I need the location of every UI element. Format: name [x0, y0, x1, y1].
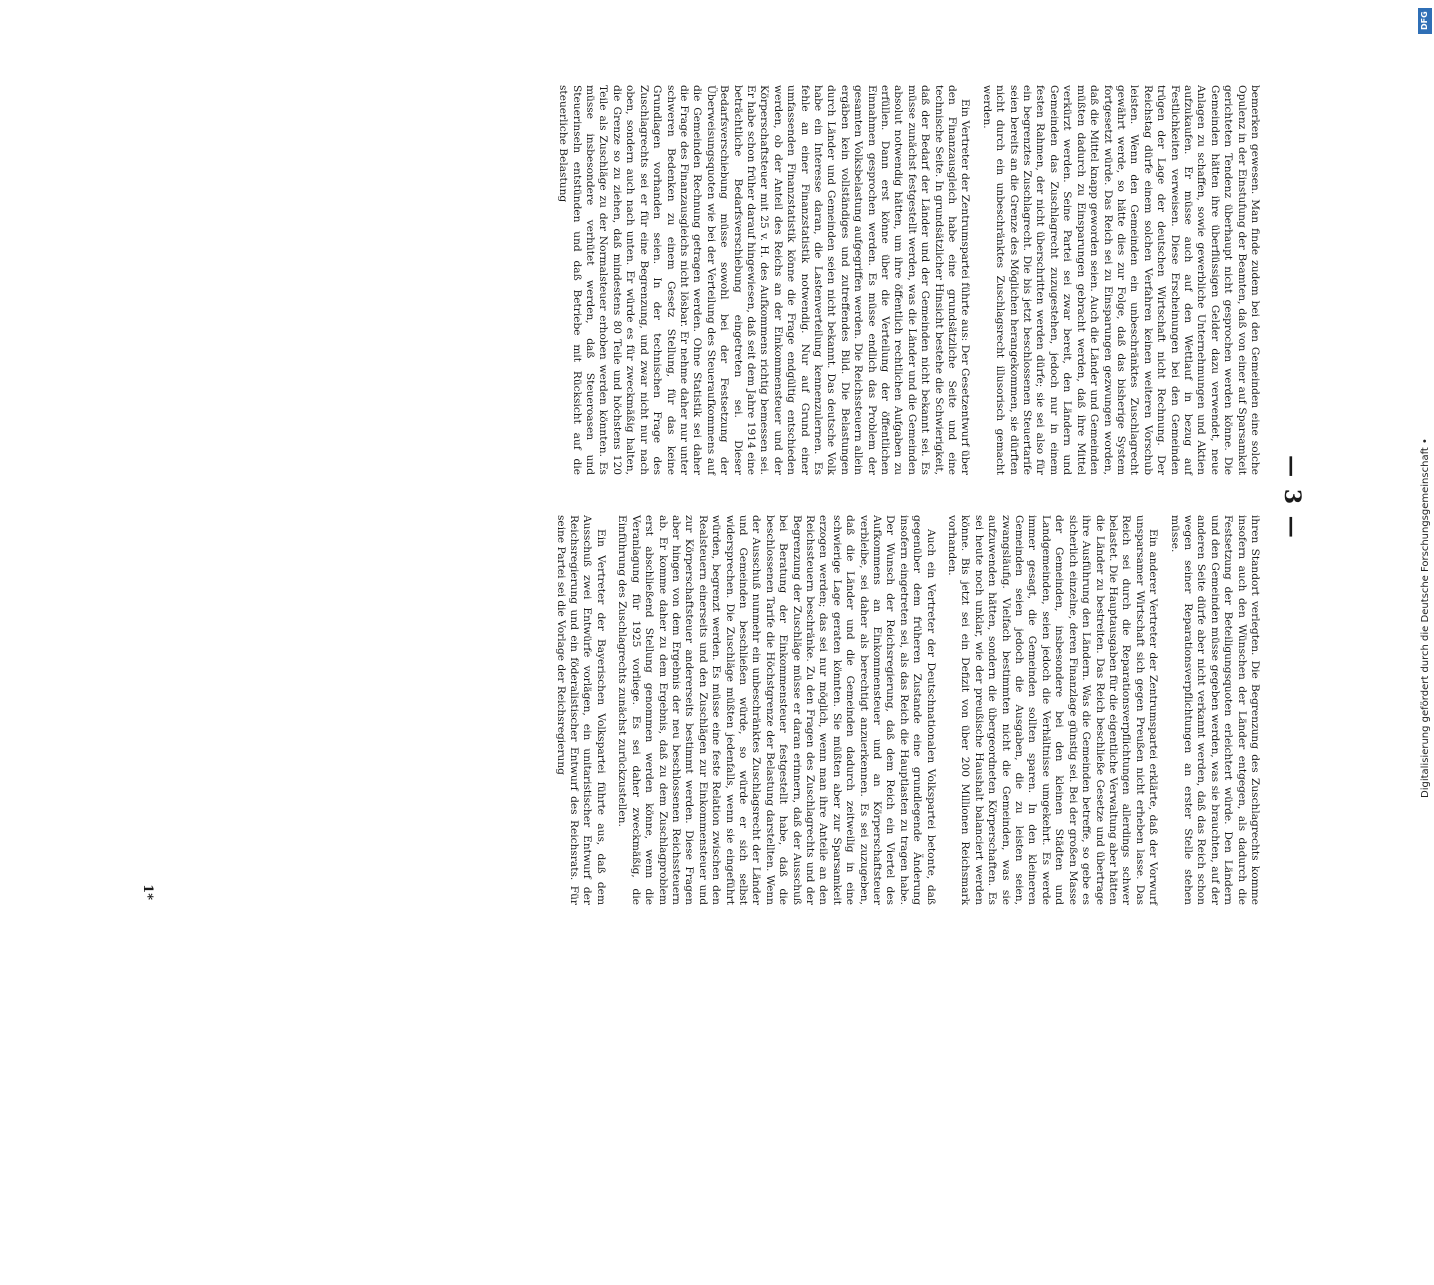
paragraph: Ein Vertreter der Bayerischen Volkspartei führte aus, daß dem Ausschuß zwei Entwürfe vorlägen, ein unitaristischer Entwurf der Reichsregierung und ein föderalistischer Entwurf des Reichsrats. Für seine Partei sei die Vorlage der Reichsregierung — [554, 515, 607, 905]
rotated-page-content — [125, 85, 1305, 1285]
page-body — [135, 85, 1305, 910]
right-text-column — [545, 515, 1261, 905]
signature-mark: 1* — [140, 884, 155, 900]
left-text-column — [548, 85, 1261, 475]
digitization-note: Digitalisierung gefördert durch die Deutsche Forschungsgemeinschaft • — [1420, 438, 1431, 798]
digitization-credit — [1406, 8, 1431, 998]
paragraph: Ein anderer Vertreter der Zentrumspartei erklärte, daß der Vorwurf unsparsamer Wirtschaft sich gegen Preußen nicht erheben lasse. Das Reich sei durch die Reparationsverpflichtungen allerdings schwer belastet. Die Hauptausgaben für die eigentliche Verwaltung aber hätten die Länder zu bestreiten. Das Reich beschließe Gesetze und übertrage ihre Ausführung den Ländern. Was die Gemeinden betreffe, so gebe es sicherlich einzelne, deren Finanzlage günstig sei. Bei der großen Masse der Gemeinden, insbesondere bei den kleinen Städten und Landgemeinden, seien jedoch die Verhältnisse umgekehrt. Es werde immer gesagt, die Gemeinden sollten sparen. In den kleineren Gemeinden seien jedoch die Ausgaben, die zu leisten seien, zwangsläufig. Vielfach bestimmten nicht die Gemeinden, was sie aufzuwenden hätten, sondern die übergeordneten Körperschaften. Es sei heute noch unklar, wie der preußische Haushalt balanciert werden könne. Bis jetzt sei ein Defizit von über 200 Millionen Reichsmark vorhanden. — [946, 515, 1160, 905]
dfg-logo: DFG — [1418, 8, 1432, 34]
paragraph: Auch ein Vertreter der Deutschnationalen Volkspartei betonte, daß gegenüber dem früheren Zustande eine grundlegende Änderung insofern eingetreten sei, als das Reich die Hauptlasten zu tragen habe. Der Wunsch der Reichsregierung, daß dem Reich ein Viertel des Aufkommens an Einkommensteuer und an Körperschaftsteuer verbleibe, sei daher als berechtigt anzuerkennen. Es sei zuzugeben, daß die Länder und die Gemeinden dadurch zeitweilig in eine schwierige Lage geraten könnten. Sie müßten aber zur Sparsamkeit erzogen werden; das sei nur möglich, wenn man ihre Anteile an den Reichssteuern beschränke. Zu den Fragen des Zuschlagrechts und der Begrenzung der Zuschläge müsse er daran erinnern, daß der Ausschuß bei Beratung der Einkommensteuer festgestellt habe, daß die beschlossenen Tarife die Höchstgrenze der Belastung darstellten. Wenn der Ausschuß nunmehr ein unbeschränktes Zuschlagsrecht der Länder und Gemeinden beschließen würde, so würde er sich selbst widersprechen. Die Zuschläge müßten jedenfalls, wenn sie eingeführt würden, begrenzt werden. Es müsse eine feste Relation zwischen den Realsteuern einerseits und den Zuschlägen zur Einkommensteuer und zur Körperschaftsteuer andererseits bestimmt werden. Diese Fragen aber hingen von dem Ergebnis der neu beschlossenen Reichssteuern ab. Er komme daher zu dem Ergebnis, daß zu dem Zuschlagproblem erst abschließend Stellung genommen werden könne, wenn die Veranlagung für 1925 vorliege. Es sei daher zweckmäßig, die Einführung des Zuschlagrechts zunächst zurückzustellen. — [616, 515, 937, 905]
paragraph: ihren Standort verlegten. Die Begrenzung des Zuschlagrechts komme insofern auch den Wünschen der Länder entgegen, als dadurch die Festsetzung der Beteiligungsquoten erleichtert würde. Den Ländern und den Gemeinden müsse gegeben werden, was sie brauchten, auf der anderen Seite dürfe aber nicht verkannt werden, daß das Reich schon wegen seiner Reparationsverpflichtungen an erster Stelle stehen müsse. — [1168, 515, 1261, 905]
paragraph: Ein Vertreter der Zentrumspartei führte aus: Der Gesetzentwurf über den Finanzausgleich habe eine grundsätzliche Seite und eine technische Seite. In grundsätzlicher Hinsicht bestehe die Schwierigkeit, daß der Bedarf der Länder und der Gemeinden nicht bekannt sei. Es müsse zunächst festgestellt werden, was die Länder und die Gemeinden absolut notwendig hätten, um ihre öffentlich rechtlichen Aufgaben zu erfüllen. Dann erst könne über die Verteilung der öffentlichen Einnahmen gesprochen werden. Es müsse endlich das Problem der gesamten Volksbelastung aufgegriffen werden. Die Reichssteuern allein ergäben kein vollständiges und zutreffendes Bild. Die Belastungen durch Länder und Gemeinden seien nicht bekannt. Das deutsche Volk habe ein Interesse daran, die Lastenverteilung kennenzulernen. Es fehle an einer Finanzstatistik notwendig. Nur auf Grund einer umfassenden Finanzstatistik könne die Frage endgültig entschieden werden, ob der Anteil des Reichs an der Einkommensteuer und der Körperschaftsteuer mit 25 v. H. des Aufkommens richtig bemessen sei. Er habe schon früher darauf hingewiesen, daß seit dem Jahre 1914 eine beträchtliche Bedarfsverschiebung eingetreten sei. Dieser Bedarfsverschiebung müsse sowohl bei der Festsetzung der Überweisungsquoten wie bei der Verteilung des Steueraufkommens auf die Gemeinden Rechnung getragen werden. Ohne Statistik sei daher die Frage des Finanzausgleichs nicht lösbar. Er nehme daher nur unter schweren Bedenken zu einem Gesetz Stellung, für das keine Grundlagen vorhanden seien. In der technischen Frage des Zuschlagrechts sei er für eine Begrenzung, und zwar nicht nur nach oben, sondern auch nach unten. Er würde es für zweckmäßig halten, die Grenze so zu ziehen, daß mindestens 80 Teile und höchstens 120 Teile als Zuschläge zu der Normalsteuer erhoben werden könnten. Es müsse insbesondere verhütet werden, daß Steueroasen und Steuerinseln entstünden und daß Betriebe mit Rücksicht auf die steuerliche Belastung — [557, 85, 972, 475]
paragraph: bemerken gewesen. Man finde zudem bei den Gemeinden eine solche Opulenz in der Einstufung der Beamten, daß von einer auf Sparsamkeit gerichteten Tendenz überhaupt nicht gesprochen werden könne. Die Gemeinden hätten ihre überflüssigen Gelder dazu verwendet, neue Anlagen zu schaffen, sowie gewerbliche Unternehmungen und Aktien aufzukaufen. Er müsse auch auf den Wettlauf in bezug auf Festlichkeiten verweisen. Diese Erscheinungen bei den Gemeinden trügen der Lage der deutschen Wirtschaft nicht Rechnung. Der Reichstag dürfe einem solchen Verfahren keinen weiteren Vorschub leisten. Wenn den Gemeinden ein unbeschränktes Zuschlagrecht gewährt werde, so hätte dies zur Folge, daß das bisherige System fortgesetzt würde. Das Reich sei zu Einsparungen gezwungen worden, daß die Mittel knapp geworden seien. Auch die Länder und Gemeinden müßten dadurch zu Einsparungen gebracht werden, daß ihre Mittel verkürzt werden. Seine Partei sei zwar bereit, den Ländern und Gemeinden das Zuschlagrecht zuzugestehen, jedoch nur in einem festen Rahmen, der nicht überschritten werden dürfe; sie sei also für ein begrenztes Zuschlagrecht. Die bis jetzt beschlossenen Steuertarife seien bereits an die Grenze des Möglichen herangekommen, sie dürften nicht durch ein unbeschränktes Zuschlagsrecht illusorisch gemacht werden. — [980, 85, 1261, 475]
page-number-header: — 3 — — [1279, 455, 1305, 540]
